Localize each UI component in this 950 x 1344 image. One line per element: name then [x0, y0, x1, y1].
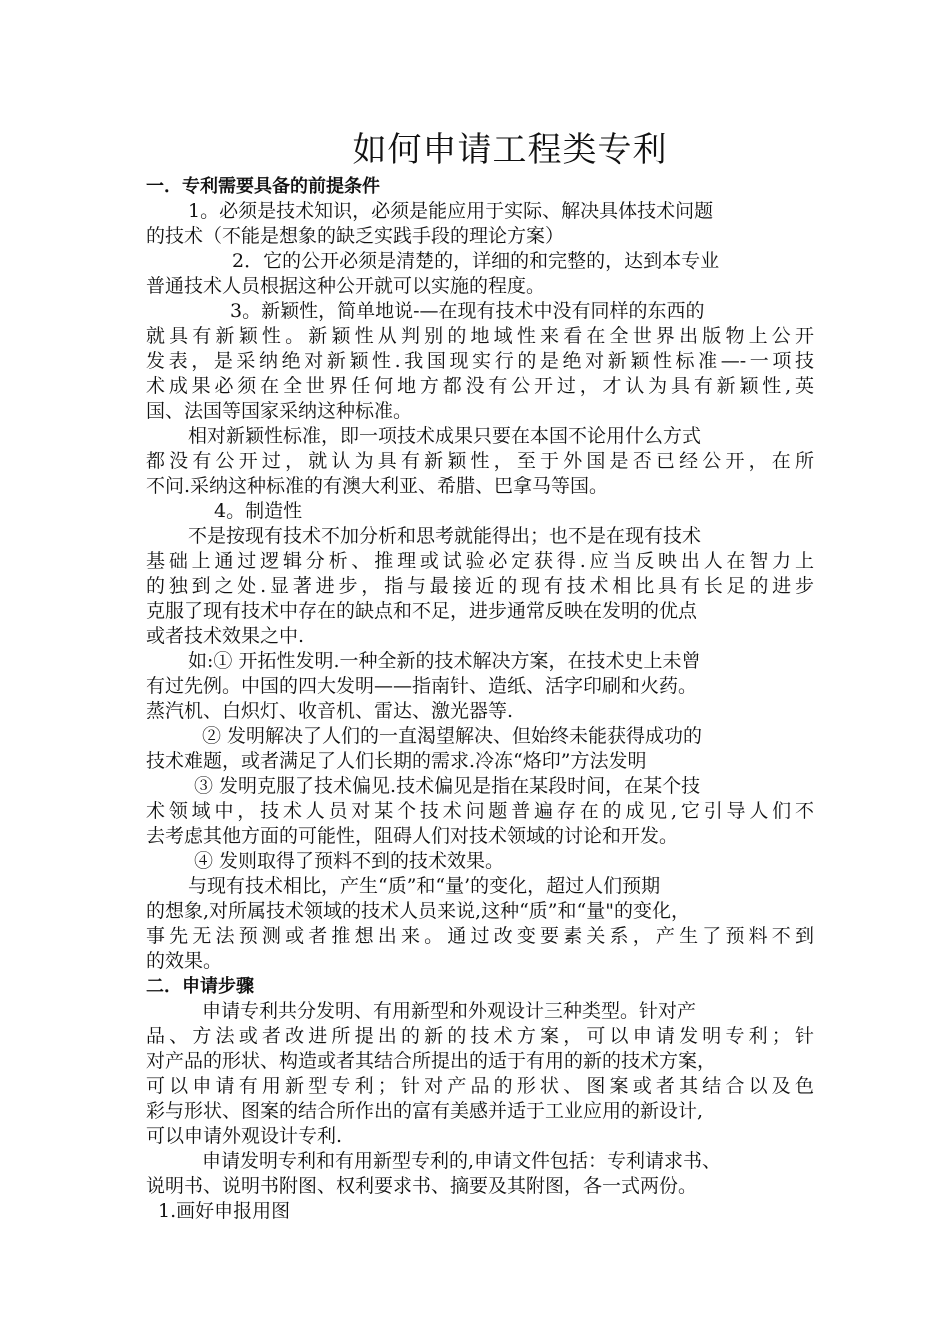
paragraph-line: 如:① 开拓性发明.一种全新的技术解决方案，在技术史上未曾 — [188, 650, 701, 672]
paragraph-line: 克服了现有技术中存在的缺点和不足，进步通常反映在发明的优点 — [146, 600, 698, 622]
paragraph-line: 术领域中，技术人员对某个技术问题普遍存在的成见,它引导人们不 — [146, 800, 814, 822]
paragraph-line: ④ 发则取得了预料不到的技术效果。 — [194, 850, 505, 872]
paragraph-line: 申请发明专利和有用新型专利的,申请文件包括：专利请求书、 — [202, 1150, 722, 1172]
section-heading: 一．专利需要具备的前提条件 — [146, 176, 380, 197]
paragraph-line: 或者技术效果之中. — [146, 625, 305, 647]
paragraph-line: 说明书、说明书附图、权利要求书、摘要及其附图，各一式两份。 — [146, 1175, 698, 1197]
paragraph-line: 1.画好申报用图 — [158, 1200, 291, 1222]
paragraph-line: 基础上通过逻辑分析、推理或试验必定获得.应当反映出人在智力上 — [146, 550, 814, 572]
paragraph-line: 2．它的公开必须是清楚的，详细的和完整的，达到本专业 — [232, 250, 720, 272]
paragraph-line: 与现有技术相比，产生“质”和“量’的变化，超过人们预期 — [188, 875, 661, 897]
paragraph-line: 的想象,对所属技术领域的技术人员来说,这种“质”和“量"的变化， — [146, 900, 690, 922]
paragraph-line: ③ 发明克服了技术偏见.技术偏见是指在某段时间，在某个技 — [194, 775, 701, 797]
paragraph-line: 彩与形状、图案的结合所作出的富有美感并适于工业应用的新设计, — [146, 1100, 704, 1122]
paragraph-line: 发表，是采纳绝对新颖性.我国现实行的是绝对新颖性标准—-一项技 — [146, 350, 814, 372]
paragraph-line: 有过先例。中国的四大发明——指南针、造纸、活字印刷和火药。 — [146, 675, 698, 697]
paragraph-line: 申请专利共分发明、有用新型和外观设计三种类型。针对产 — [202, 1000, 697, 1022]
paragraph-line: 相对新颖性标准，即一项技术成果只要在本国不论用什么方式 — [188, 425, 702, 447]
paragraph-line: 的效果。 — [146, 950, 223, 972]
paragraph-line: 术成果必须在全世界任何地方都没有公开过，才认为具有新颖性,英 — [146, 375, 814, 397]
paragraph-line: 品、方法或者改进所提出的新的技术方案，可以申请发明专利；针 — [146, 1025, 814, 1047]
paragraph-line: 技术难题，或者满足了人们长期的需求.冷冻“烙印”方法发明 — [146, 750, 647, 772]
paragraph-line: 1。必须是技术知识，必须是能应用于实际、解决具体技术问题 — [188, 200, 714, 222]
paragraph-line: 就具有新颖性。新颖性从判别的地域性来看在全世界出版物上公开 — [146, 325, 814, 347]
paragraph-line: 蒸汽机、白炽灯、收音机、雷达、激光器等. — [146, 700, 514, 722]
paragraph-line: 的技术（不能是想象的缺乏实践手段的理论方案） — [146, 225, 565, 247]
paragraph-line: 去考虑其他方面的可能性，阻碍人们对技术领域的讨论和开发。 — [146, 825, 679, 847]
section-heading: 二．申请步骤 — [146, 976, 254, 997]
document-title: 如何申请工程类专利 — [352, 130, 668, 170]
section-1 — [146, 174, 814, 974]
paragraph-line: 事先无法预测或者推想出来。通过改变要素关系，产生了预料不到 — [146, 925, 814, 947]
paragraph-line: ② 发明解决了人们的一直渴望解决、但始终未能获得成功的 — [202, 725, 703, 747]
paragraph-line: 可以申请外观设计专利. — [146, 1125, 343, 1147]
paragraph-line: 3。新颖性，简单地说-—在现有技术中没有同样的东西的 — [230, 300, 705, 322]
paragraph-line: 不问.采纳这种标准的有澳大利亚、希腊、巴拿马等国。 — [146, 475, 609, 497]
paragraph-line: 不是按现有技术不加分析和思考就能得出；也不是在现有技术 — [188, 525, 702, 547]
paragraph-line: 对产品的形状、构造或者其结合所提出的适于有用的新的技术方案， — [146, 1050, 717, 1072]
paragraph-line: 国、法国等国家采纳这种标准。 — [146, 400, 413, 422]
section-2 — [146, 974, 814, 1224]
paragraph-line: 普通技术人员根据这种公开就可以实施的程度。 — [146, 275, 546, 297]
paragraph-line: 的独到之处.显著进步，指与最接近的现有技术相比具有长足的进步 — [146, 575, 814, 597]
paragraph-line: 4。制造性 — [214, 500, 303, 522]
paragraph-line: 都没有公开过，就认为具有新颖性，至于外国是否已经公开，在所 — [146, 450, 814, 472]
paragraph-line: 可以申请有用新型专利；针对产品的形状、图案或者其结合以及色 — [146, 1075, 814, 1097]
